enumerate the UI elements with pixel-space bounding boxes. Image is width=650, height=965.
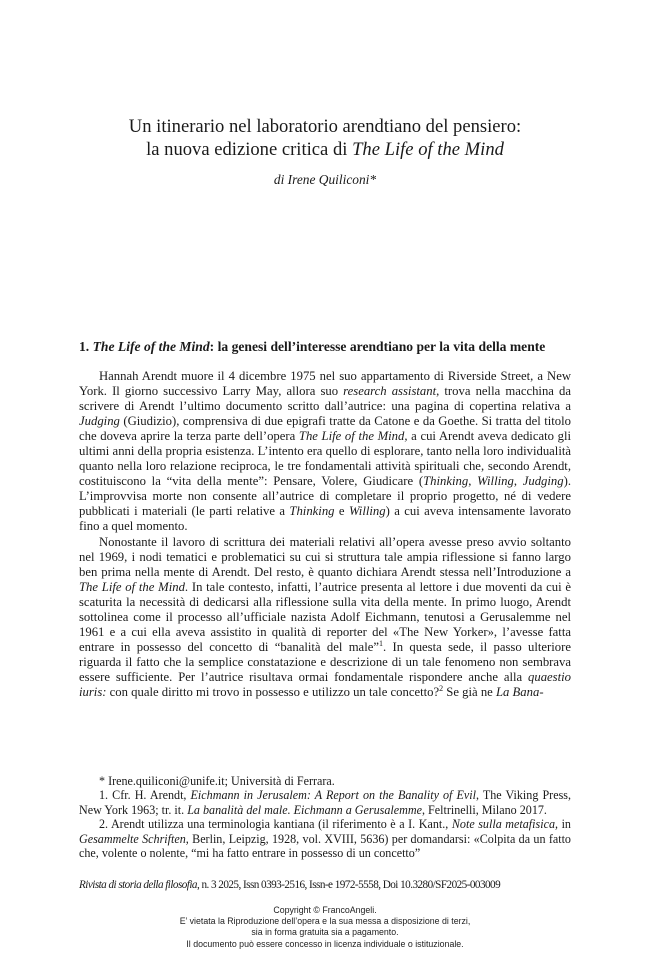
text-run-italic: The Life of the Mind	[79, 579, 185, 594]
copyright-line-3: sia in forma gratuita sia a pagamento.	[251, 927, 399, 938]
footnotes	[79, 774, 571, 860]
body-text	[79, 369, 571, 700]
text-run-italic: Thinking	[289, 504, 335, 519]
text-run-italic: Thinking	[423, 474, 469, 489]
title-line-2	[0, 138, 650, 161]
text-run: a cui Arendt aveva dedicato gli ultimi anni della propria esistenza. L’intento era quello di esplorare, tanto nella loro individualità quanto nella loro relazione reciproca, le tre fondamentali attività spirituali che, secondo Arendt, costituiscono la “vita della mente”: Pensare, Volere, Giudicare (	[79, 429, 571, 489]
text-run-italic: Judging	[522, 474, 564, 489]
title-line-2-italic: The Life of the Mind	[352, 139, 504, 160]
text-run: , trova nella macchina da scrivere di Arendt l’ultimo documento scritto dall’autrice: una pagina di copertina relativa a	[79, 384, 571, 414]
text-run: Berlin, Leipzig, 1928, vol. XVIII, 5636) per domandarsi: «Colpita da un fatto che, volente o nolente, “mi ha fatto entrare in possesso di un concetto”	[79, 831, 571, 861]
footnote-author: * Irene.quiliconi@unife.it; Università di Ferrara.	[99, 774, 335, 788]
text-run-italic: La Bana-	[495, 684, 544, 699]
journal-name: Rivista di storia della filosofia	[79, 879, 197, 891]
text-run: Nonostante il lavoro di scrittura dei materiali relativi all’opera avesse preso avvio soltanto nel 1969, i nodi tematici e problematici su cui si struttura tale ampia riflessione si fanno largo ben prima nella mente di Arendt. Del resto, è quanto dichiara Arendt stessa nell’Introduzione a	[79, 534, 571, 579]
section-heading	[79, 339, 571, 355]
text-run-italic: Willing	[348, 504, 386, 519]
text-run-italic: research assistant	[343, 384, 437, 399]
text-run: , Feltrinelli, Milano 2017.	[421, 802, 547, 817]
author-byline: di Irene Quiliconi*	[273, 172, 377, 187]
text-run: (Giudizio), comprensiva di due epigrafi tratte da Catone e da Goethe. Si tratta del titolo che doveva aprire la terza parte dell’opera	[79, 414, 571, 444]
title-line-1: Un itinerario nel laboratorio arendtiano del pensiero:	[128, 116, 522, 137]
text-run-italic: quaestio iuris:	[79, 669, 571, 699]
text-run: ,	[468, 474, 478, 489]
footnote-1	[79, 788, 571, 817]
text-run: 1. Cfr. H. Arendt,	[99, 788, 191, 803]
text-run-italic: Note sulla metafisica,	[451, 817, 559, 832]
text-run-italic: The Life of the Mind,	[298, 429, 408, 444]
text-run-italic: La banalità del male. Eichmann a Gerusalemme	[187, 802, 422, 817]
journal-details: , n. 3 2025, Issn 0393-2516, Issn-e 1972-5558, Doi 10.3280/SF2025-003009	[196, 879, 501, 891]
text-run-italic: Eichmann in Jerusalem: A Report on the Banality of Evil	[190, 788, 476, 803]
text-run: ). L’improvvisa morte non consente all’autrice di completare il proprio progetto, né di vedere pubblicati i materiali (le parti relative a	[79, 474, 572, 519]
article-title	[0, 115, 650, 161]
text-run: con quale diritto mi trovo in possesso e utilizzo un tale concetto?	[106, 684, 440, 699]
copyright-line-4: Il documento può essere concesso in licenza individuale o istituzionale.	[186, 938, 464, 949]
text-run-italic: Judging	[79, 414, 120, 429]
footnote-ref-1[interactable]: 1	[378, 638, 383, 648]
text-run: 2. Arendt utilizza una terminologia kantiana (il riferimento è a I. Kant.,	[99, 817, 452, 832]
text-run: in	[558, 817, 571, 832]
text-run: . In tale contesto, infatti, l’autrice presenta al lettore i due moventi da cui è scaturita la necessità di dedicarsi alla riflessione sulla vita della mente. In primo luogo, Arendt sottolinea come il processo all’ufficiale nazista Adolf Eichmann, tenutosi a Gerusalemme nel 1961 e a cui ella aveva assistito in qualità di reporter del «The New Yorker», l’avesse fatta entrare in possesso del concetto di “banalità del male”	[79, 579, 572, 654]
title-line-2-prefix: la nuova edizione critica di	[146, 139, 353, 160]
section-italic-title: The Life of the Mind	[92, 339, 210, 354]
copyright-notice	[0, 905, 650, 950]
section-number: 1.	[79, 339, 90, 354]
footnote-2	[79, 817, 571, 860]
copyright-line-2: E’ vietata la Riproduzione dell’opera e la sua messa a disposizione di terzi,	[179, 916, 471, 927]
text-run: e	[334, 504, 349, 519]
text-run: ) a cui aveva intensamente lavorato fino a quel momento.	[79, 504, 571, 534]
text-run: Se già ne	[443, 684, 496, 699]
section-title-rest: : la genesi dell’interesse arendtiano per la vita della mente	[209, 339, 546, 354]
paragraph-1	[79, 369, 571, 535]
text-run: , The Viking Press, New York 1963; tr. it.	[79, 788, 571, 817]
footnote-ref-2[interactable]: 2	[439, 683, 444, 693]
copyright-line-1: Copyright © FrancoAngeli.	[273, 905, 377, 915]
journal-citation	[79, 879, 579, 891]
text-run-italic: Willing	[477, 474, 514, 489]
text-run-italic: Gesammelte Schriften,	[79, 831, 189, 846]
text-run: ,	[513, 474, 523, 489]
text-run: . In questa sede, il passo ulteriore riguarda il fatto che la semplice constatazione e descrizione di un tale fenomeno non sembrava essere sufficiente. Per l’autrice risultava ormai fondamentale rispondere anche alla	[79, 639, 571, 684]
paragraph-2	[79, 535, 571, 701]
text-run: Hannah Arendt muore il 4 dicembre 1975 nel suo appartamento di Riverside Street, a New York. Il giorno successivo Larry May, allora suo	[79, 369, 571, 399]
